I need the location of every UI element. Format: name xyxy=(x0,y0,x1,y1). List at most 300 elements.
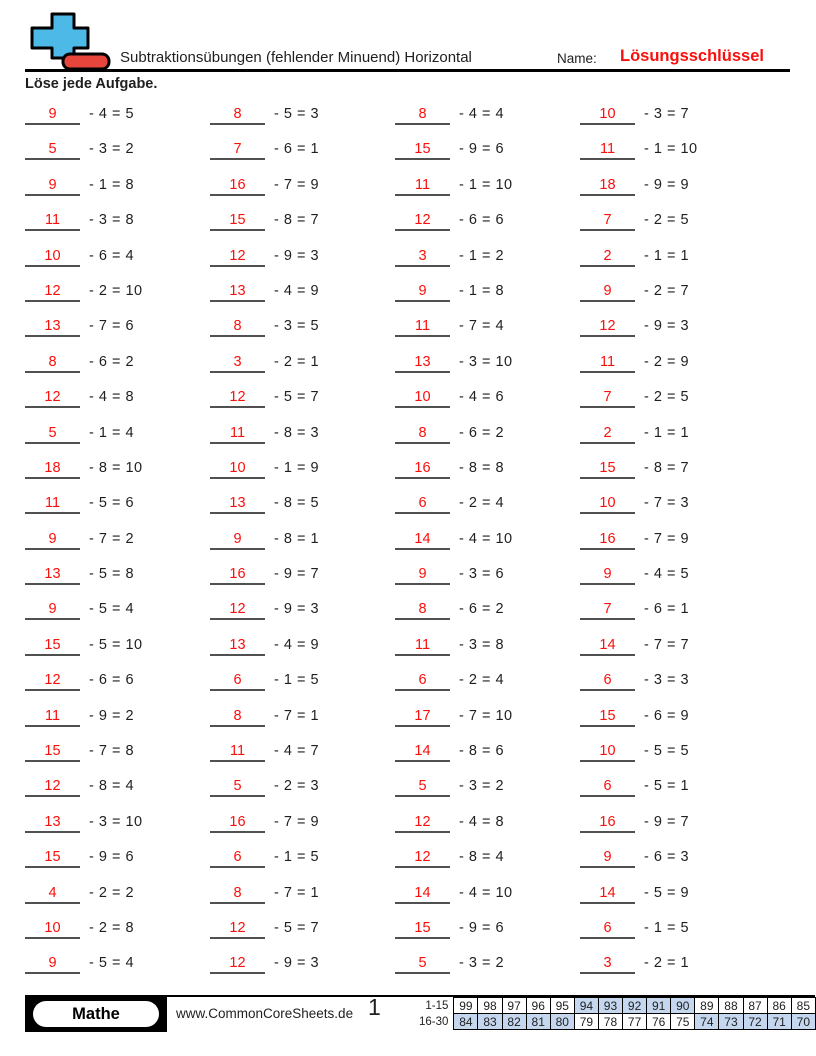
answer-blank[interactable]: 13 xyxy=(395,354,450,373)
grading-cell: 90 xyxy=(671,998,695,1014)
equation-text: - 5 = 4 xyxy=(89,601,135,618)
problem-36 xyxy=(210,457,395,492)
answer-blank[interactable]: 9 xyxy=(580,566,635,585)
answer-blank[interactable]: 11 xyxy=(210,743,265,762)
equation-text: - 3 = 2 xyxy=(459,955,505,972)
problem-44 xyxy=(210,740,395,775)
answer-blank[interactable]: 12 xyxy=(210,601,265,620)
equation-text: - 2 = 8 xyxy=(89,919,135,936)
answer-blank[interactable]: 11 xyxy=(25,708,80,727)
minus-icon xyxy=(63,54,109,69)
answer-blank[interactable]: 16 xyxy=(580,814,635,833)
problem-30 xyxy=(210,245,395,280)
equation-text: - 7 = 10 xyxy=(459,707,513,724)
equation-text: - 7 = 3 xyxy=(644,495,690,512)
answer-blank[interactable]: 12 xyxy=(210,955,265,974)
problem-9 xyxy=(25,386,210,421)
answer-blank[interactable]: 13 xyxy=(25,566,80,585)
answer-blank[interactable]: 5 xyxy=(395,955,450,974)
problem-47 xyxy=(210,846,395,881)
website-url: www.CommonCoreSheets.de xyxy=(176,1006,354,1021)
equation-text: - 4 = 4 xyxy=(459,106,505,122)
answer-blank[interactable]: 10 xyxy=(395,389,450,408)
answer-blank[interactable]: 8 xyxy=(395,601,450,620)
answer-blank[interactable]: 8 xyxy=(210,106,265,125)
answer-blank[interactable]: 11 xyxy=(25,495,80,514)
answer-blank[interactable]: 10 xyxy=(580,106,635,125)
equation-text: - 4 = 10 xyxy=(459,884,513,901)
answer-blank[interactable]: 11 xyxy=(395,318,450,337)
problem-49 xyxy=(210,917,395,952)
problem-56 xyxy=(395,280,580,315)
grading-cell: 91 xyxy=(647,998,671,1014)
equation-text: - 1 = 8 xyxy=(459,282,505,299)
problem-86 xyxy=(580,457,765,492)
grading-cell: 89 xyxy=(695,998,719,1014)
problem-82 xyxy=(580,315,765,350)
answer-blank[interactable]: 16 xyxy=(210,566,265,585)
answer-blank[interactable]: 3 xyxy=(210,354,265,373)
problem-19 xyxy=(25,740,210,775)
equation-text: - 3 = 8 xyxy=(89,212,135,229)
problem-17 xyxy=(25,669,210,704)
problem-15 xyxy=(25,598,210,633)
equation-text: - 6 = 1 xyxy=(644,601,690,618)
grading-cell: 80 xyxy=(550,1014,574,1030)
problem-18 xyxy=(25,705,210,740)
plus-icon xyxy=(32,14,88,58)
equation-text: - 2 = 7 xyxy=(644,282,690,299)
problem-20 xyxy=(25,775,210,810)
answer-blank[interactable]: 9 xyxy=(210,531,265,550)
problem-63 xyxy=(395,528,580,563)
problem-85 xyxy=(580,422,765,457)
answer-blank[interactable]: 11 xyxy=(580,141,635,160)
problem-55 xyxy=(395,245,580,280)
answer-blank[interactable]: 9 xyxy=(580,849,635,868)
answer-blank[interactable]: 10 xyxy=(210,460,265,479)
problem-94 xyxy=(580,740,765,775)
answer-blank[interactable]: 9 xyxy=(25,531,80,550)
problem-84 xyxy=(580,386,765,421)
problem-4 xyxy=(25,209,210,244)
problem-23 xyxy=(25,882,210,917)
answer-blank[interactable]: 9 xyxy=(25,177,80,196)
problem-39 xyxy=(210,563,395,598)
answer-blank[interactable]: 12 xyxy=(25,389,80,408)
equation-text: - 1 = 10 xyxy=(644,141,698,158)
answer-blank[interactable]: 4 xyxy=(25,885,80,904)
equation-text: - 7 = 9 xyxy=(274,176,320,193)
equation-text: - 6 = 2 xyxy=(89,353,135,370)
problem-95 xyxy=(580,775,765,810)
problem-10 xyxy=(25,422,210,457)
problem-21 xyxy=(25,811,210,846)
equation-text: - 7 = 4 xyxy=(459,318,505,335)
grading-cell: 78 xyxy=(598,1014,622,1030)
problem-7 xyxy=(25,315,210,350)
problem-70 xyxy=(395,775,580,810)
answer-blank[interactable]: 8 xyxy=(395,106,450,125)
answer-blank[interactable]: 15 xyxy=(210,212,265,231)
answer-blank[interactable]: 9 xyxy=(25,955,80,974)
answer-blank[interactable]: 9 xyxy=(580,283,635,302)
answer-blank[interactable]: 6 xyxy=(210,849,265,868)
problem-87 xyxy=(580,492,765,527)
problem-90 xyxy=(580,598,765,633)
problem-77 xyxy=(580,138,765,173)
answer-blank[interactable]: 16 xyxy=(210,177,265,196)
equation-text: - 5 = 5 xyxy=(644,743,690,760)
answer-blank[interactable]: 5 xyxy=(395,778,450,797)
equation-text: - 9 = 7 xyxy=(644,813,690,830)
answer-blank[interactable]: 13 xyxy=(210,283,265,302)
problem-79 xyxy=(580,209,765,244)
problem-14 xyxy=(25,563,210,598)
name-label: Name: xyxy=(557,51,597,66)
problem-46 xyxy=(210,811,395,846)
answer-blank[interactable]: 16 xyxy=(210,814,265,833)
equation-text: - 4 = 9 xyxy=(274,282,320,299)
equation-text: - 6 = 4 xyxy=(89,247,135,264)
equation-text: - 1 = 2 xyxy=(459,247,505,264)
equation-text: - 9 = 6 xyxy=(459,141,505,158)
grading-cell: 83 xyxy=(478,1014,502,1030)
problem-80 xyxy=(580,245,765,280)
equation-text: - 7 = 8 xyxy=(89,743,135,760)
equation-text: - 3 = 6 xyxy=(459,566,505,583)
brand-box xyxy=(25,996,167,1032)
equation-text: - 1 = 1 xyxy=(644,247,690,264)
grading-cell: 70 xyxy=(791,1014,815,1030)
answer-blank[interactable]: 11 xyxy=(210,425,265,444)
problem-16 xyxy=(25,634,210,669)
equation-text: - 8 = 6 xyxy=(459,743,505,760)
page-title: Subtraktionsübungen (fehlender Minuend) Horizontal xyxy=(120,49,472,66)
equation-text: - 7 = 7 xyxy=(644,636,690,653)
answer-blank[interactable]: 11 xyxy=(395,637,450,656)
answer-blank[interactable]: 12 xyxy=(580,318,635,337)
answer-blank[interactable]: 9 xyxy=(395,566,450,585)
equation-text: - 5 = 10 xyxy=(89,636,143,653)
grading-cell: 86 xyxy=(767,998,791,1014)
answer-blank[interactable]: 6 xyxy=(580,920,635,939)
answer-blank[interactable]: 14 xyxy=(395,743,450,762)
answer-blank[interactable]: 8 xyxy=(25,354,80,373)
grading-cell: 92 xyxy=(623,998,647,1014)
answer-blank[interactable]: 6 xyxy=(395,495,450,514)
answer-blank[interactable]: 10 xyxy=(25,920,80,939)
grading-cell: 87 xyxy=(743,998,767,1014)
grading-cell: 74 xyxy=(695,1014,719,1030)
answer-blank[interactable]: 10 xyxy=(25,248,80,267)
problem-100 xyxy=(580,952,765,987)
problem-24 xyxy=(25,917,210,952)
problem-59 xyxy=(395,386,580,421)
answer-blank[interactable]: 8 xyxy=(210,885,265,904)
grading-cell: 95 xyxy=(550,998,574,1014)
header-divider xyxy=(25,69,790,72)
problem-66 xyxy=(395,634,580,669)
problem-78 xyxy=(580,174,765,209)
answer-blank[interactable]: 10 xyxy=(580,743,635,762)
problem-99 xyxy=(580,917,765,952)
equation-text: - 5 = 7 xyxy=(274,389,320,406)
answer-blank[interactable]: 6 xyxy=(395,672,450,691)
grading-cell: 96 xyxy=(526,998,550,1014)
problem-22 xyxy=(25,846,210,881)
equation-text: - 9 = 2 xyxy=(89,707,135,724)
equation-text: - 1 = 5 xyxy=(644,919,690,936)
problem-96 xyxy=(580,811,765,846)
problem-12 xyxy=(25,492,210,527)
answer-blank[interactable]: 5 xyxy=(25,141,80,160)
problem-81 xyxy=(580,280,765,315)
equation-text: - 2 = 4 xyxy=(459,495,505,512)
problem-65 xyxy=(395,598,580,633)
equation-text: - 8 = 3 xyxy=(274,424,320,441)
answer-blank[interactable]: 2 xyxy=(580,248,635,267)
answer-blank[interactable]: 16 xyxy=(580,531,635,550)
problem-57 xyxy=(395,315,580,350)
grading-cell: 73 xyxy=(719,1014,743,1030)
equation-text: - 8 = 1 xyxy=(274,530,320,547)
equation-text: - 4 = 5 xyxy=(89,106,135,122)
answer-key-label: Lösungsschlüssel xyxy=(620,47,764,65)
answer-blank[interactable]: 5 xyxy=(25,425,80,444)
answer-blank[interactable]: 11 xyxy=(395,177,450,196)
equation-text: - 3 = 10 xyxy=(89,813,143,830)
answer-blank[interactable]: 14 xyxy=(395,531,450,550)
equation-text: - 4 = 5 xyxy=(644,566,690,583)
equation-text: - 5 = 6 xyxy=(89,495,135,512)
problem-98 xyxy=(580,882,765,917)
answer-blank[interactable]: 17 xyxy=(395,708,450,727)
equation-text: - 3 = 8 xyxy=(459,636,505,653)
answer-blank[interactable]: 8 xyxy=(210,708,265,727)
equation-text: - 3 = 2 xyxy=(89,141,135,158)
answer-blank[interactable]: 15 xyxy=(395,141,450,160)
grading-cell: 94 xyxy=(574,998,598,1014)
brand-logo: Mathe xyxy=(33,1001,159,1027)
answer-blank[interactable]: 15 xyxy=(25,743,80,762)
equation-text: - 7 = 1 xyxy=(274,884,320,901)
answer-blank[interactable]: 15 xyxy=(580,708,635,727)
problem-37 xyxy=(210,492,395,527)
problem-75 xyxy=(395,952,580,987)
equation-text: - 9 = 6 xyxy=(459,919,505,936)
answer-blank[interactable]: 12 xyxy=(395,849,450,868)
equation-text: - 5 = 8 xyxy=(89,566,135,583)
equation-text: - 8 = 10 xyxy=(89,459,143,476)
equation-text: - 6 = 3 xyxy=(644,849,690,866)
problem-35 xyxy=(210,422,395,457)
equation-text: - 8 = 7 xyxy=(644,459,690,476)
answer-blank[interactable]: 15 xyxy=(25,637,80,656)
problem-6 xyxy=(25,280,210,315)
problem-25 xyxy=(25,952,210,987)
answer-blank[interactable]: 6 xyxy=(210,672,265,691)
grading-cell: 81 xyxy=(526,1014,550,1030)
equation-text: - 7 = 1 xyxy=(274,707,320,724)
answer-blank[interactable]: 12 xyxy=(25,283,80,302)
grading-cell: 77 xyxy=(623,1014,647,1030)
answer-blank[interactable]: 2 xyxy=(580,425,635,444)
answer-blank[interactable]: 14 xyxy=(395,885,450,904)
answer-blank[interactable]: 12 xyxy=(25,778,80,797)
equation-text: - 2 = 3 xyxy=(274,778,320,795)
problem-72 xyxy=(395,846,580,881)
answer-blank[interactable]: 9 xyxy=(25,601,80,620)
problem-50 xyxy=(210,952,395,987)
grading-cell: 71 xyxy=(767,1014,791,1030)
grading-row xyxy=(408,998,816,1014)
grading-row xyxy=(408,1014,816,1030)
equation-text: - 8 = 4 xyxy=(459,849,505,866)
equation-text: - 1 = 8 xyxy=(89,176,135,193)
answer-blank[interactable]: 7 xyxy=(580,212,635,231)
grading-cell: 97 xyxy=(502,998,526,1014)
answer-blank[interactable]: 9 xyxy=(25,106,80,125)
answer-blank[interactable]: 13 xyxy=(210,495,265,514)
equation-text: - 7 = 9 xyxy=(274,813,320,830)
answer-blank[interactable]: 16 xyxy=(395,460,450,479)
problem-41 xyxy=(210,634,395,669)
equation-text: - 9 = 3 xyxy=(274,955,320,972)
equation-text: - 5 = 4 xyxy=(89,955,135,972)
equation-text: - 7 = 2 xyxy=(89,530,135,547)
problem-92 xyxy=(580,669,765,704)
instruction-text: Löse jede Aufgabe. xyxy=(25,76,158,92)
grading-cell: 98 xyxy=(478,998,502,1014)
problem-64 xyxy=(395,563,580,598)
grading-cell: 93 xyxy=(598,998,622,1014)
problem-5 xyxy=(25,245,210,280)
answer-blank[interactable]: 11 xyxy=(580,354,635,373)
answer-blank[interactable]: 12 xyxy=(210,248,265,267)
problem-45 xyxy=(210,775,395,810)
answer-blank[interactable]: 6 xyxy=(580,778,635,797)
grading-cell: 79 xyxy=(574,1014,598,1030)
equation-text: - 5 = 3 xyxy=(274,106,320,122)
answer-blank[interactable]: 15 xyxy=(25,849,80,868)
problem-13 xyxy=(25,528,210,563)
problem-58 xyxy=(395,351,580,386)
equation-text: - 2 = 10 xyxy=(89,282,143,299)
equation-text: - 3 = 3 xyxy=(644,672,690,689)
answer-blank[interactable]: 18 xyxy=(25,460,80,479)
equation-text: - 6 = 6 xyxy=(89,672,135,689)
answer-blank[interactable]: 12 xyxy=(210,920,265,939)
answer-blank[interactable]: 3 xyxy=(580,955,635,974)
answer-blank[interactable]: 11 xyxy=(25,212,80,231)
plus-minus-logo-icon xyxy=(25,12,113,72)
equation-text: - 4 = 10 xyxy=(459,530,513,547)
answer-blank[interactable]: 13 xyxy=(25,814,80,833)
grading-cell: 76 xyxy=(647,1014,671,1030)
problem-74 xyxy=(395,917,580,952)
page-number: 1 xyxy=(368,994,381,1020)
answer-blank[interactable]: 7 xyxy=(580,389,635,408)
equation-text: - 1 = 9 xyxy=(274,459,320,476)
answer-blank[interactable]: 12 xyxy=(395,814,450,833)
problem-62 xyxy=(395,492,580,527)
answer-blank[interactable]: 8 xyxy=(210,318,265,337)
grading-table xyxy=(408,997,816,1030)
problem-33 xyxy=(210,351,395,386)
answer-blank[interactable]: 18 xyxy=(580,177,635,196)
grading-cell: 85 xyxy=(791,998,815,1014)
problem-31 xyxy=(210,280,395,315)
equation-text: - 9 = 3 xyxy=(644,318,690,335)
problem-3 xyxy=(25,174,210,209)
problem-32 xyxy=(210,315,395,350)
problem-71 xyxy=(395,811,580,846)
problem-29 xyxy=(210,209,395,244)
problem-89 xyxy=(580,563,765,598)
answer-blank[interactable]: 13 xyxy=(210,637,265,656)
answer-blank[interactable]: 12 xyxy=(210,389,265,408)
answer-blank[interactable]: 7 xyxy=(210,141,265,160)
problem-52 xyxy=(395,138,580,173)
answer-blank[interactable]: 12 xyxy=(25,672,80,691)
equation-text: - 4 = 7 xyxy=(274,743,320,760)
grading-cell: 84 xyxy=(454,1014,478,1030)
equation-text: - 6 = 2 xyxy=(459,601,505,618)
equation-text: - 7 = 6 xyxy=(89,318,135,335)
equation-text: - 3 = 7 xyxy=(644,106,690,122)
equation-text: - 4 = 9 xyxy=(274,636,320,653)
problem-38 xyxy=(210,528,395,563)
grading-cell: 88 xyxy=(719,998,743,1014)
equation-text: - 9 = 3 xyxy=(274,247,320,264)
answer-blank[interactable]: 6 xyxy=(580,672,635,691)
equation-text: - 4 = 8 xyxy=(459,813,505,830)
answer-blank[interactable]: 14 xyxy=(580,885,635,904)
equation-text: - 4 = 6 xyxy=(459,389,505,406)
problem-11 xyxy=(25,457,210,492)
problem-51 xyxy=(395,103,580,138)
equation-text: - 9 = 7 xyxy=(274,566,320,583)
answer-blank[interactable]: 15 xyxy=(395,920,450,939)
problem-27 xyxy=(210,138,395,173)
answer-blank[interactable]: 5 xyxy=(210,778,265,797)
equation-text: - 8 = 5 xyxy=(274,495,320,512)
answer-blank[interactable]: 7 xyxy=(580,601,635,620)
answer-blank[interactable]: 10 xyxy=(580,495,635,514)
equation-text: - 6 = 6 xyxy=(459,212,505,229)
problem-28 xyxy=(210,174,395,209)
answer-blank[interactable]: 12 xyxy=(395,212,450,231)
answer-blank[interactable]: 13 xyxy=(25,318,80,337)
problem-54 xyxy=(395,209,580,244)
grading-row-label: 1-15 xyxy=(425,999,449,1012)
answer-blank[interactable]: 3 xyxy=(395,248,450,267)
answer-blank[interactable]: 15 xyxy=(580,460,635,479)
grading-row-label: 16-30 xyxy=(418,1015,449,1028)
answer-blank[interactable]: 9 xyxy=(395,283,450,302)
answer-blank[interactable]: 8 xyxy=(395,425,450,444)
answer-blank[interactable]: 14 xyxy=(580,637,635,656)
equation-text: - 6 = 2 xyxy=(459,424,505,441)
grading-cell: 82 xyxy=(502,1014,526,1030)
equation-text: - 5 = 1 xyxy=(644,778,690,795)
problem-68 xyxy=(395,705,580,740)
problem-43 xyxy=(210,705,395,740)
problem-1 xyxy=(25,103,210,138)
equation-text: - 5 = 9 xyxy=(644,884,690,901)
problems-grid xyxy=(25,103,765,988)
